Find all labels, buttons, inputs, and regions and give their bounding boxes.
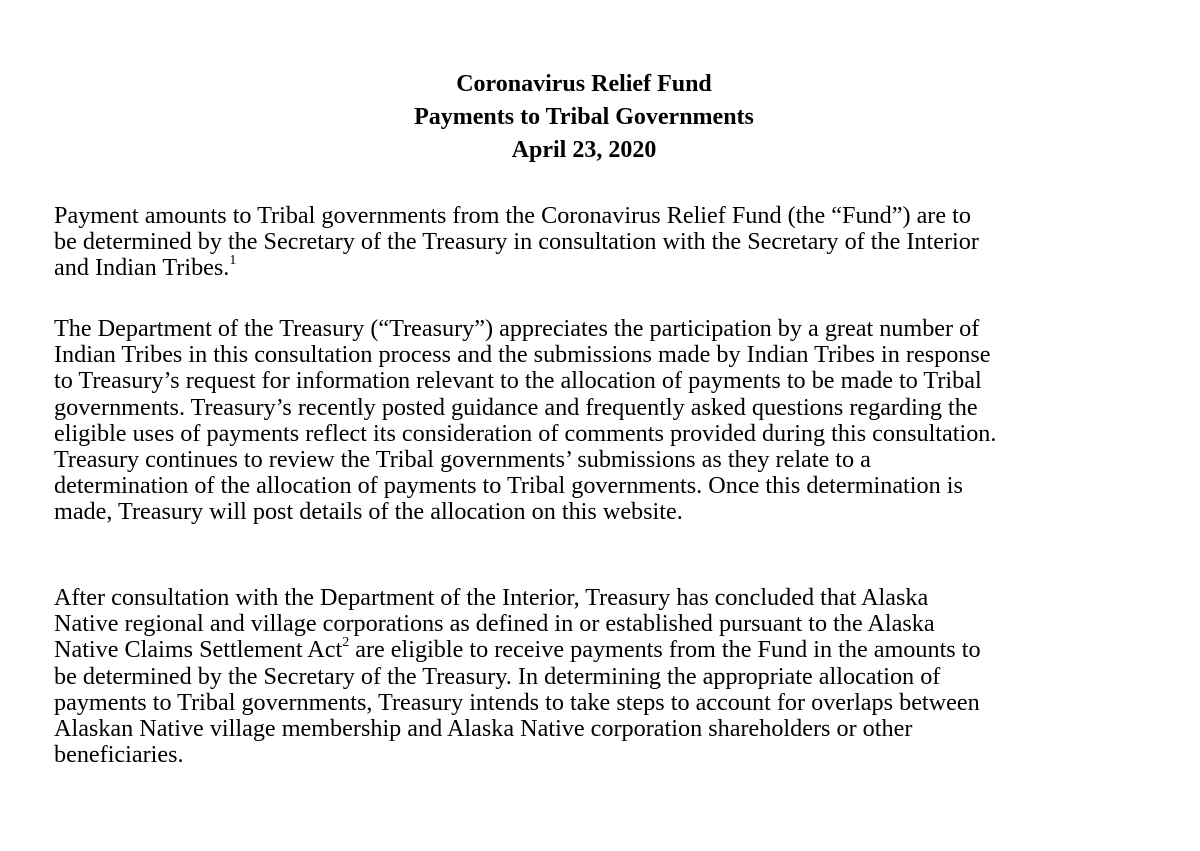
- paragraph-1-line-1: Payment amounts to Tribal governments from the Coronavirus Relief Fund (the “Fund”) are to: [54, 202, 971, 229]
- paragraph-2-line-6: Treasury continues to review the Tribal governments’ submissions as they relate to a: [54, 446, 871, 474]
- document-date: April 23, 2020: [511, 137, 657, 163]
- paragraph-2-line-4: governments. Treasury’s recently posted guidance and frequently asked questions regarding the: [54, 393, 978, 421]
- paragraph-2-line-8: made, Treasury will post details of the allocation on this website.: [54, 498, 683, 526]
- paragraph-2-line-3: to Treasury’s request for information relevant to the allocation of payments to be made to Tribal: [54, 367, 982, 395]
- paragraph-1-line-3-text: and Indian Tribes.: [54, 254, 230, 282]
- paragraph-3-line-2: Native regional and village corporations as defined in or established pursuant to the Alaska: [54, 610, 935, 638]
- paragraph-2-line-2: Indian Tribes in this consultation process and the submissions made by Indian Tribes in response: [54, 341, 991, 369]
- paragraph-3-line-5: payments to Tribal governments, Treasury intends to take steps to account for overlaps between: [54, 688, 980, 716]
- paragraph-3-line-3: [54, 637, 981, 663]
- paragraph-1-line-2: be determined by the Secretary of the Treasury in consultation with the Secretary of the Interior: [54, 228, 979, 256]
- document-title: Coronavirus Relief Fund: [456, 71, 712, 97]
- paragraph-3-line-1: After consultation with the Department of the Interior, Treasury has concluded that Alaska: [54, 584, 929, 611]
- paragraph-2-line-7: determination of the allocation of payments to Tribal governments. Once this determination is: [54, 472, 963, 500]
- document-header: [0, 68, 1168, 167]
- paragraph-1: [54, 203, 979, 282]
- paragraph-3-line-3-end: are eligible to receive payments from the Fund in the amounts to: [349, 636, 981, 664]
- footnote-ref-1[interactable]: 1: [229, 253, 237, 269]
- paragraph-3-line-6: Alaskan Native village membership and Alaska Native corporation shareholders or other: [54, 715, 913, 743]
- paragraph-1-line-3: [54, 255, 979, 281]
- paragraph-3-line-7: beneficiaries.: [54, 741, 184, 769]
- paragraph-3-line-3-start: Native Claims Settlement Act: [54, 636, 343, 664]
- footnote-ref-2[interactable]: 2: [342, 635, 350, 651]
- paragraph-3-line-4: be determined by the Secretary of the Treasury. In determining the appropriate allocation of: [54, 662, 941, 690]
- paragraph-2-line-1: The Department of the Treasury (“Treasury”) appreciates the participation by a great number of: [54, 315, 980, 342]
- paragraph-2-line-5: eligible uses of payments reflect its consideration of comments provided during this consultation.: [54, 419, 997, 447]
- document-subtitle: Payments to Tribal Governments: [414, 104, 754, 130]
- paragraph-2: [54, 316, 996, 526]
- paragraph-3: [54, 585, 981, 768]
